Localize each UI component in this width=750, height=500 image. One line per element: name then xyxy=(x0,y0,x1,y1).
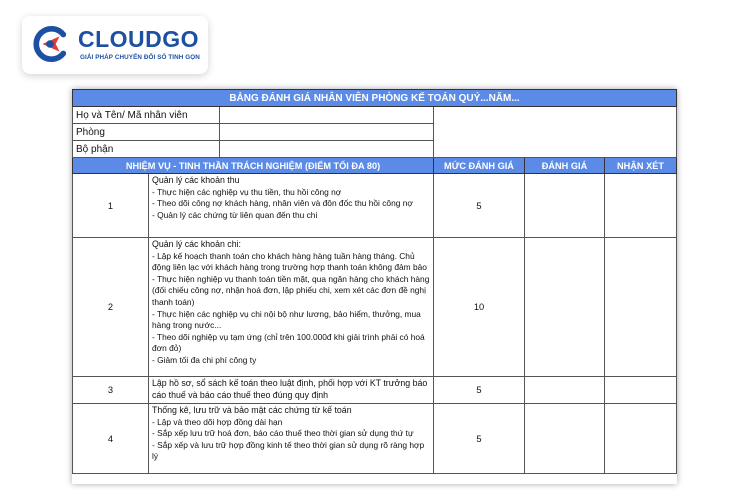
evaluation-table xyxy=(72,89,677,474)
cloudgo-mark-icon xyxy=(31,25,69,63)
row-number: 4 xyxy=(73,404,149,474)
column-header-row xyxy=(73,158,677,174)
level-value: 5 xyxy=(434,377,525,404)
logo-tagline: GIẢI PHÁP CHUYỂN ĐỔI SỐ TINH GỌN xyxy=(80,54,200,61)
comment-cell[interactable] xyxy=(605,174,677,238)
comment-cell[interactable] xyxy=(605,238,677,377)
name-cell[interactable] xyxy=(220,107,434,124)
level-value: 5 xyxy=(434,174,525,238)
header-task: NHIỆM VỤ - TINH THẦN TRÁCH NGHIỆM (ĐIỂM TỐI ĐA 80) xyxy=(73,158,434,174)
table-row xyxy=(73,238,677,377)
task-line: Lập hồ sơ, sổ sách kế toán theo luật định, phối hợp với KT trưởng báo cáo thuế và báo cáo thuế theo đúng quy định xyxy=(152,378,428,400)
info-row-name xyxy=(73,107,677,124)
header-comment: NHẬN XÉT xyxy=(605,158,677,174)
task-line: Quản lý các khoản chi: xyxy=(152,239,241,249)
task-description xyxy=(149,174,434,238)
logo-name: CLOUDGO xyxy=(78,26,200,52)
task-line: - Thực hiện các nghiệp vụ thu tiền, thu hồi công nợ xyxy=(152,186,342,197)
task-description xyxy=(149,238,434,377)
rating-cell[interactable] xyxy=(525,174,605,238)
task-description xyxy=(149,377,434,404)
department-cell[interactable] xyxy=(220,124,434,141)
task-line: - Lập kế hoạch thanh toán cho khách hàng hàng tuần hàng tháng. Chủ động liên lạc với khách hàng trong trường hợp thanh toán không đảm bảo xyxy=(152,250,427,273)
task-line: Quản lý các khoản thu xyxy=(152,175,240,185)
row-number: 3 xyxy=(73,377,149,404)
rating-cell[interactable] xyxy=(525,238,605,377)
sheet-title: BẢNG ĐÁNH GIÁ NHÂN VIÊN PHÒNG KẾ TOÁN QUÝ...NĂM... xyxy=(73,90,677,107)
level-value: 10 xyxy=(434,238,525,377)
task-line: Thống kê, lưu trữ và bảo mật các chứng từ kế toán xyxy=(152,405,352,415)
division-cell[interactable] xyxy=(220,141,434,158)
rating-cell[interactable] xyxy=(525,377,605,404)
task-description xyxy=(149,404,434,474)
table-row xyxy=(73,404,677,474)
task-line: - Sắp xếp lưu trữ hoá đơn, báo cáo thuế theo thời gian sử dụng thứ tự xyxy=(152,428,414,439)
task-line: - Giảm tối đa chi phí công ty xyxy=(152,354,257,365)
task-line: - Theo dõi nghiệp vụ tạm ứng (chỉ trên 100.000đ khi giải trình phải có hoá đơn đỏ) xyxy=(152,331,425,354)
level-value: 5 xyxy=(434,404,525,474)
header-rating: ĐÁNH GIÁ xyxy=(525,158,605,174)
rating-cell[interactable] xyxy=(525,404,605,474)
table-row xyxy=(73,174,677,238)
row-number: 2 xyxy=(73,238,149,377)
comment-cell[interactable] xyxy=(605,404,677,474)
comment-cell[interactable] xyxy=(605,377,677,404)
task-line: - Sắp xếp và lưu trữ hợp đồng kinh tế theo thời gian sử dụng rõ ràng hợp lý xyxy=(152,439,425,462)
title-row xyxy=(73,90,677,107)
label-name: Họ và Tên/ Mã nhân viên xyxy=(73,107,220,124)
row-number: 1 xyxy=(73,174,149,238)
task-line: - Thực hiện các nghiệp vụ chi nội bộ như lương, bảo hiểm, thưởng, mua hàng trong nước... xyxy=(152,308,421,331)
task-line: - Thực hiện nghiệp vụ thanh toán tiền mặt, qua ngân hàng cho khách hàng (đối chiếu công nợ, nhận hoá đơn, lập phiếu chi, xem xét các đơn đề nghị thanh toán) xyxy=(152,273,430,307)
task-line: - Lập và theo dõi hợp đồng dài hạn xyxy=(152,416,283,427)
label-division: Bộ phận xyxy=(73,141,220,158)
task-line: - Theo dõi công nợ khách hàng, nhân viên và đôn đốc thu hồi công nợ xyxy=(152,198,413,209)
cloudgo-logo xyxy=(22,16,208,74)
label-department: Phòng xyxy=(73,124,220,141)
evaluation-sheet xyxy=(72,89,677,484)
header-level: MỨC ĐÁNH GIÁ xyxy=(434,158,525,174)
task-line: - Quản lý các chứng từ liên quan đến thu chi xyxy=(152,209,318,220)
table-row xyxy=(73,377,677,404)
info-blank-area xyxy=(434,107,677,158)
